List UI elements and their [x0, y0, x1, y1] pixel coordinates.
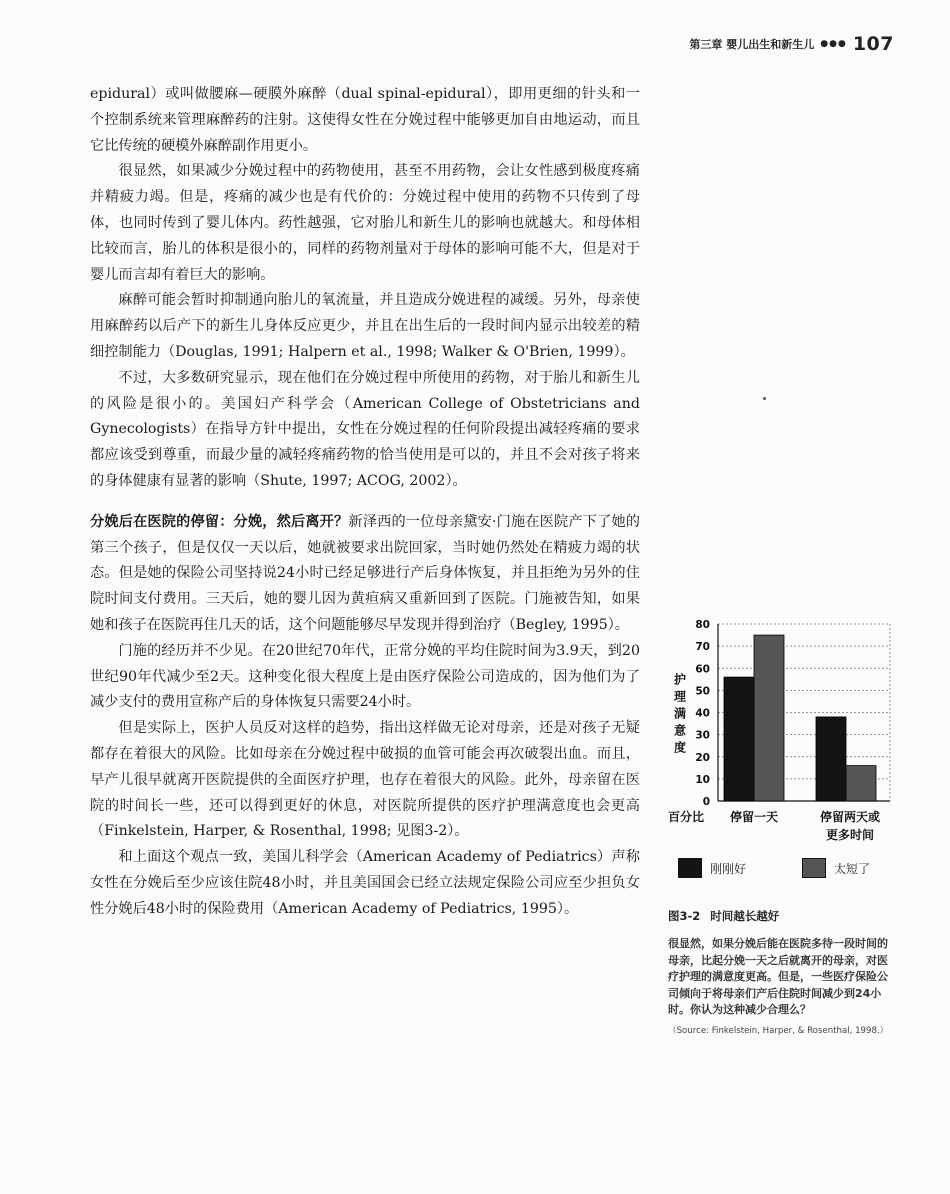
legend-swatch-just-right [678, 858, 702, 878]
legend-label-too-short: 太短了 [834, 861, 871, 876]
legend-item-too-short [802, 858, 870, 878]
figure-source: （Source: Finkelstein, Harper, & Rosenthal, 1998.） [668, 1025, 889, 1036]
y-tick-label: 70 [695, 641, 710, 654]
unit-label: 百分比 [668, 810, 705, 824]
legend-label-just-right: 刚刚好 [710, 861, 747, 876]
figure-title [668, 908, 896, 924]
header-dots: ●●● [820, 39, 847, 49]
y-tick-label: 20 [695, 751, 710, 764]
section-heading: 分娩后在医院的停留：分娩，然后离开？ [90, 513, 349, 530]
category-label: 停留一天 [729, 810, 779, 824]
running-header [689, 33, 894, 55]
category-label: 停留两天或 [819, 810, 881, 824]
paragraph-5: 门施的经历并不少见。在20世纪70年代，正常分娩的平均住院时间为3.9天，到20世纪90年代减少至2天。这种变化很大程度上是由医疗保险公司造成的，因为他们为了减少支付的费用宣称产后的身体恢复只需要24小时。 [90, 642, 640, 711]
main-text [90, 82, 640, 923]
bar-0-1 [754, 635, 784, 801]
figure-number: 图3-2 [668, 909, 701, 923]
legend-swatch-too-short [802, 858, 826, 878]
figure-3-2 [668, 612, 896, 1037]
paragraph-3: 麻醉可能会暂时抑制通向胎儿的氧流量，并且造成分娩进程的减缓。另外，母亲使用麻醉药以后产下的新生儿身体反应更少，并且在出生后的一段时间内显示出较差的精细控制能力（Douglas, 1991; Halpern et al., 1998; Walker & O'Brien, 1999）。 [90, 292, 640, 360]
chart-legend [678, 858, 896, 878]
paragraph-1: epidural）或叫做腰麻—硬膜外麻醉（dual spinal-epidural），即用更细的针头和一个控制系统来管理麻醉药的注射。这使得女性在分娩过程中能够更加自由地运动，而且它比传统的硬模外麻醉副作用更小。 [90, 86, 640, 154]
y-tick-label: 50 [695, 685, 710, 698]
bar-1-0 [816, 717, 846, 801]
y-tick-label: 40 [695, 707, 710, 720]
category-label: 更多时间 [825, 828, 875, 842]
y-axis-label-char: 护 [673, 672, 687, 687]
paragraph-2: 很显然，如果减少分娩过程中的药物使用，甚至不用药物，会让女性感到极度疼痛并精疲力竭。但是，疼痛的减少也是有代价的：分娩过程中使用的药物不只传到了母体，也同时传到了婴儿体内。药性越强，它对胎儿和新生儿的影响也就越大。和母体相比较而言，胎儿的体积是很小的，同样的药物剂量对于母体的影响可能不大，但是对于婴儿而言却有着巨大的影响。 [90, 163, 640, 283]
section-text: 新泽西的一位母亲黛安·门施在医院产下了她的第三个孩子，但是仅仅一天以后，她就被要求出院回家，当时她仍然处在精疲力竭的状态。但是她的保险公司坚持说24小时已经足够进行产后身体恢复，并且拒绝为另外的住院时间支付费用。三天后，她的婴儿因为黄疸病又重新回到了医院。门施被告知，如果她和孩子在医院再住几天的话，这个问题能够尽早发现并得到治疗（Begley, 1995）。 [90, 513, 640, 633]
y-axis-label-char: 满 [673, 706, 687, 721]
print-speck [763, 397, 766, 400]
y-tick-label: 0 [702, 796, 710, 808]
y-axis-label-char: 意 [673, 723, 687, 738]
paragraph-4: 不过，大多数研究显示，现在他们在分娩过程中所使用的药物，对于胎儿和新生儿的风险是很小的。美国妇产科学会（American College of Obstetricians and Gynecologists）在指导方针中提出，女性在分娩过程的任何阶段提出减轻疼痛的要求都应该受到尊重，而最少量的减轻疼痛药物的恰当使用是可以的，并且不会对孩子将来的身体健康有显著的影响（Shute, 1997; ACOG, 2002）。 [90, 369, 640, 489]
y-tick-label: 30 [695, 729, 710, 742]
page-number: 107 [852, 33, 894, 55]
bar-1-1 [846, 766, 876, 801]
section-hospital-stay [90, 510, 640, 639]
y-axis-label-char: 度 [673, 740, 687, 755]
figure-caption: 很显然，如果分娩后能在医院多待一段时间的母亲，比起分娩一天之后就离开的母亲，对医疗护理的满意度更高。但是，一些医疗保险公司倾向于将母亲们产后住院时间减少到24小时。你认为这种减少合理么？ [668, 937, 888, 1016]
legend-item-just-right [678, 858, 746, 878]
paragraph-7: 和上面这个观点一致，美国儿科学会（American Academy of Pediatrics）声称女性在分娩后至少应该住院48小时，并且美国国会已经立法规定保险公司应至少担负女性分娩后48小时的保险费用（American Academy of Pediatrics, 1995）。 [90, 849, 640, 917]
y-tick-label: 60 [695, 663, 710, 676]
y-tick-label: 80 [695, 619, 710, 631]
bar-0-0 [724, 677, 754, 801]
satisfaction-bar-chart [668, 612, 896, 850]
chapter-title: 第三章 婴儿出生和新生儿 [689, 38, 815, 51]
figure-title-text: 时间越长越好 [710, 909, 780, 923]
paragraph-6: 但是实际上，医护人员反对这样的趋势，指出这样做无论对母亲，还是对孩子无疑都存在着很大的风险。比如母亲在分娩过程中破损的血管可能会再次破裂出血。而且，早产儿很早就离开医院提供的全面医疗护理，也存在着很大的风险。此外，母亲留在医院的时间长一些，还可以得到更好的休息，对医院所提供的医疗护理满意度也会更高（Finkelstein, Harper, & Rosenthal, 1998; 见图3-2）。 [90, 720, 640, 840]
y-tick-label: 10 [695, 773, 710, 786]
y-axis-label-char: 理 [673, 689, 687, 704]
